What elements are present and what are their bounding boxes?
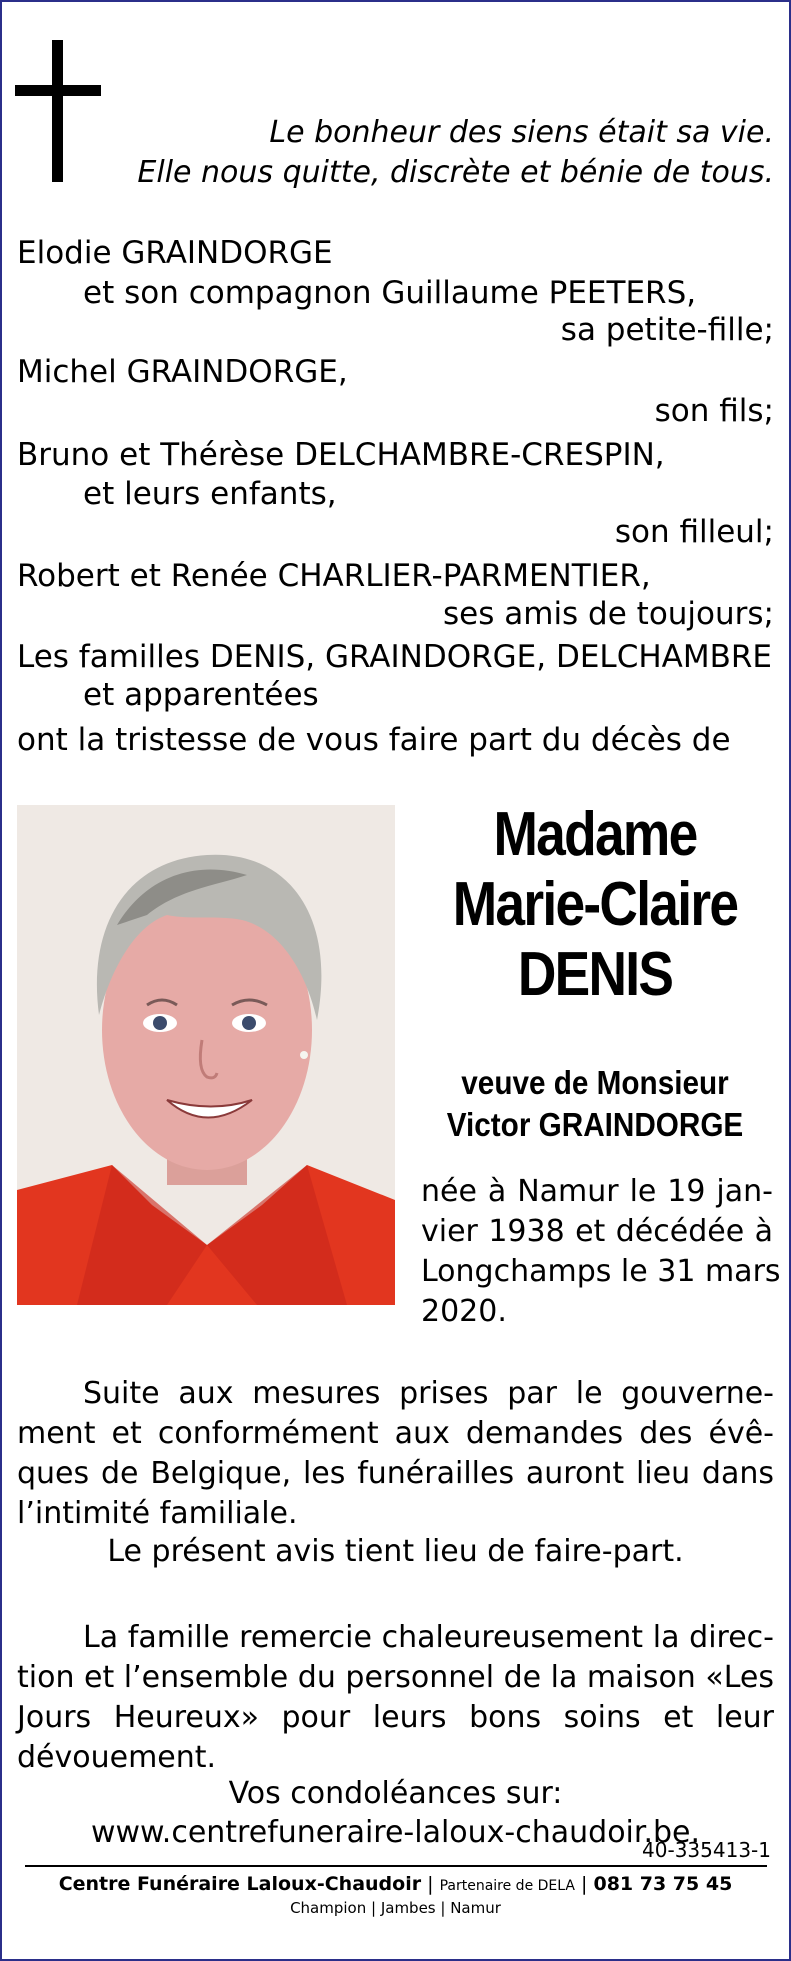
footer-divider — [25, 1865, 767, 1867]
footer-company-line: Centre Funéraire Laloux-Chaudoir | Partenaire de DELA | 081 73 75 45 — [58, 1873, 733, 1895]
birth-death-line: née à Namur le 19 jan- — [421, 1174, 773, 1209]
quote-line-2: Elle nous quitte, discrète et bénie de tous. — [137, 155, 774, 190]
paragraph-line: Suite aux mesures prises par le gouverne- — [83, 1376, 774, 1411]
reference-number: 40-335413-1 — [642, 1838, 771, 1862]
birth-death-line: vier 1938 et décédée à — [421, 1214, 773, 1249]
family-line: et leurs enfants, — [83, 476, 337, 512]
phone-number: 081 73 75 45 — [593, 1873, 733, 1895]
paragraph-line: tion et l’ensemble du personnel de la maison «Les — [17, 1660, 774, 1695]
paragraph-line: l’intimité familiale. — [17, 1496, 298, 1531]
family-line: Bruno et Thérèse DELCHAMBRE-CRESPIN, — [17, 437, 665, 473]
portrait-photo — [17, 805, 395, 1305]
condolences-website[interactable]: www.centrefuneraire-laloux-chaudoir.be. — [90, 1815, 701, 1850]
family-line: Elodie GRAINDORGE — [17, 235, 333, 271]
condolences-label: Vos condoléances sur: — [228, 1776, 563, 1811]
deceased-first-name: Marie-Claire — [452, 870, 738, 939]
family-line: et apparentées — [83, 677, 319, 713]
family-relation: sa petite-fille; — [560, 312, 774, 348]
widow-line-1: veuve de Monsieur — [461, 1064, 729, 1101]
family-relation: ses amis de toujours; — [443, 596, 774, 632]
family-line: Robert et Renée CHARLIER-PARMENTIER, — [17, 558, 651, 594]
family-relation: son fils; — [654, 393, 774, 429]
deceased-title: Madame — [493, 800, 697, 869]
paragraph-line: dévouement. — [17, 1740, 217, 1775]
funeral-home-name: Centre Funéraire Laloux-Chaudoir — [58, 1873, 422, 1895]
paragraph-line: ques de Belgique, les funérailles auront lieu dans — [17, 1456, 774, 1491]
birth-death-info — [421, 1172, 781, 1332]
family-line: Michel GRAINDORGE, — [17, 354, 348, 390]
family-line: et son compagnon Guillaume PEETERS, — [83, 275, 697, 311]
paragraph-line: Jours Heureux» pour leurs bons soins et leur — [17, 1700, 774, 1735]
footer-locations: Champion | Jambes | Namur — [290, 1899, 501, 1917]
quote-line-1: Le bonheur des siens était sa vie. — [269, 115, 774, 150]
paragraph-line: ment et conformément aux demandes des évê- — [17, 1416, 774, 1451]
widow-line-2: Victor GRAINDORGE — [446, 1106, 744, 1143]
birth-death-line: Longchamps le 31 mars — [421, 1254, 781, 1289]
measures-paragraph — [17, 1374, 774, 1534]
faire-part-line: Le présent avis tient lieu de faire-part. — [107, 1534, 684, 1569]
deceased-last-name: DENIS — [517, 940, 673, 1009]
paragraph-line: La famille remercie chaleureusement la direc- — [83, 1620, 774, 1655]
birth-death-line: 2020. — [421, 1294, 507, 1329]
thanks-paragraph — [17, 1618, 774, 1778]
family-relation: son filleul; — [614, 514, 774, 550]
announcement-line: ont la tristesse de vous faire part du décès de — [17, 722, 731, 758]
family-line: Les familles DENIS, GRAINDORGE, DELCHAMBRE — [17, 639, 773, 675]
partner-text: Partenaire de DELA — [439, 1878, 575, 1894]
